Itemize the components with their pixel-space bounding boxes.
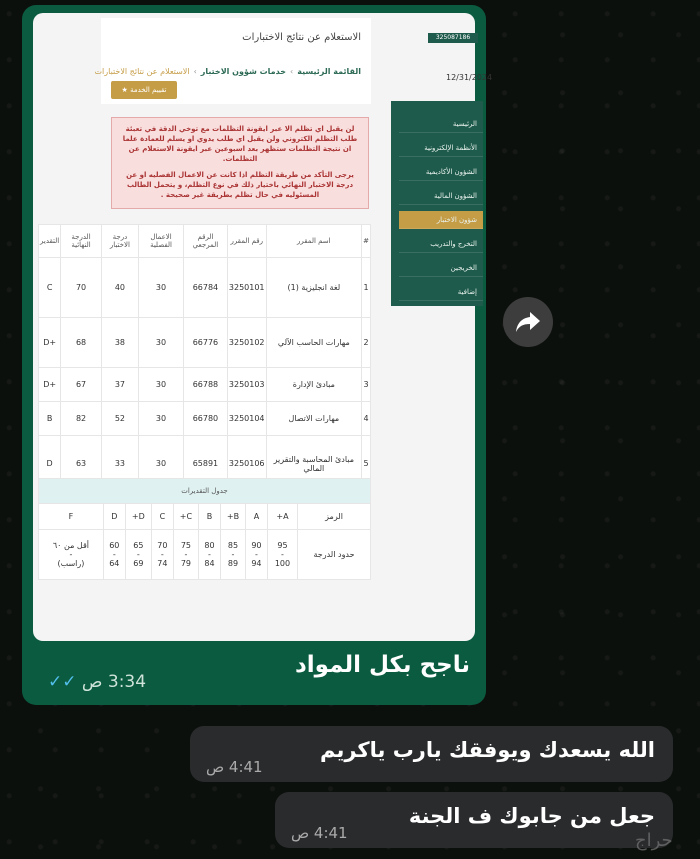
results-cell: +D: [39, 368, 61, 402]
grade-dash: -: [136, 550, 140, 559]
grade-dash: -: [208, 550, 211, 559]
rate-service-button[interactable]: [111, 81, 177, 99]
results-cell: 1: [362, 258, 371, 318]
grade-dash: -: [69, 550, 73, 559]
results-cell: 66788: [183, 368, 227, 402]
results-header-cell: درجة الاختبار: [101, 225, 138, 258]
side-menu-item[interactable]: الخريجين: [399, 259, 483, 277]
forward-button[interactable]: [503, 297, 553, 347]
results-cell: 30: [139, 318, 184, 368]
results-cell: 82: [61, 402, 102, 436]
results-cell: مبادئ المحاسبة والتقرير المالي: [266, 436, 362, 492]
results-header-cell: الاعمال الفصلية: [139, 225, 184, 258]
side-menu-item[interactable]: إضافية: [399, 283, 483, 301]
side-menu-item[interactable]: الشؤون الأكاديمية: [399, 163, 483, 181]
breadcrumb-current: الاستعلام عن نتائج الاختبارات: [94, 67, 190, 76]
breadcrumb-home[interactable]: القائمة الرئيسية: [297, 67, 361, 76]
table-row: [39, 258, 371, 318]
results-cell: 66784: [183, 258, 227, 318]
grade-max: 79: [180, 559, 192, 568]
grade-dash: -: [254, 550, 258, 559]
side-menu-item[interactable]: التخرج والتدريب: [399, 235, 483, 253]
side-menu-item[interactable]: الرئيسية: [399, 115, 483, 133]
grade-cell: D: [103, 504, 125, 530]
results-cell: 52: [101, 402, 138, 436]
grade-max: 100: [274, 559, 291, 568]
results-cell: 63: [61, 436, 102, 492]
results-cell: 66780: [183, 402, 227, 436]
page-title: الاستعلام عن نتائج الاختبارات: [242, 32, 361, 43]
results-cell: 66776: [183, 318, 227, 368]
results-cell: B: [39, 402, 61, 436]
grade-dash: -: [112, 550, 116, 559]
breadcrumb-exams[interactable]: خدمات شؤون الاختبار: [200, 67, 287, 76]
results-cell: C: [39, 258, 61, 318]
grade-max: 74: [157, 559, 168, 568]
grade-cell: [173, 530, 198, 580]
forward-arrow-icon: [515, 311, 541, 333]
grade-min: 70: [157, 541, 168, 550]
results-cell: 5: [362, 436, 371, 492]
grade-cell: [246, 530, 268, 580]
results-header-cell: #: [362, 225, 371, 258]
table-row: [39, 368, 371, 402]
grade-cell: الرمز: [298, 504, 371, 530]
results-cell: 67: [61, 368, 102, 402]
results-cell: 30: [139, 258, 184, 318]
results-cell: لغة انجليزية (1): [266, 258, 362, 318]
results-cell: 3250104: [227, 402, 266, 436]
grade-cell: C+: [173, 504, 198, 530]
complaint-alert: [111, 117, 369, 209]
grade-min: 95: [277, 541, 288, 550]
results-cell: مهارات الاتصال: [266, 402, 362, 436]
grade-cell: [267, 530, 297, 580]
results-table: [38, 224, 371, 492]
grade-min: 90: [251, 541, 262, 550]
grade-cell: D+: [125, 504, 151, 530]
outgoing-time: [42, 672, 146, 692]
grade-cell: F: [39, 504, 104, 530]
grade-min: 75: [180, 541, 192, 550]
results-cell: 33: [101, 436, 138, 492]
outgoing-message-bubble[interactable]: [22, 5, 493, 705]
grade-min: 65: [133, 541, 144, 550]
results-header-cell: اسم المقرر: [266, 225, 362, 258]
grade-cell: [151, 530, 173, 580]
grade-dash: -: [184, 550, 188, 559]
outgoing-time-text: 3:34 ص: [81, 672, 147, 692]
haraj-watermark: حراج: [635, 830, 673, 851]
results-cell: 30: [139, 368, 184, 402]
table-row: [39, 318, 371, 368]
results-cell: 3250101: [227, 258, 266, 318]
portal-panel: [94, 18, 371, 104]
student-id-badge: 325087186: [428, 33, 478, 43]
incoming-time-2: 4:41 ص: [291, 824, 348, 842]
grade-max: 69: [133, 559, 144, 568]
rate-service-label: تقييم الخدمة: [130, 86, 167, 94]
results-cell: 37: [101, 368, 138, 402]
attached-screenshot[interactable]: [33, 13, 493, 641]
incoming-text-1: الله يسعدك ويوفقك يارب ياكريم: [319, 738, 655, 762]
results-cell: 2: [362, 318, 371, 368]
grade-cell: A: [246, 504, 268, 530]
results-header-cell: الرقم المرجعي: [183, 225, 227, 258]
side-menu-item[interactable]: الأنظمة الإلكترونية: [399, 139, 483, 157]
portal-side-menu: [391, 101, 483, 306]
results-cell: 3: [362, 368, 371, 402]
results-cell: +D: [39, 318, 61, 368]
grade-min: 60: [109, 541, 120, 550]
results-cell: D: [39, 436, 61, 492]
results-cell: 3250102: [227, 318, 266, 368]
alert-line-1: لن يقبل اي تظلم الا عبر ايقونة التظلمات مع توخي الدقة في تعبئة طلب التظلم الكتروني ولن يقبل اي طلب يدوي او يسلم للعمادة علما ان نتيجة التظلمات ستظهر بعد اسبوعين عبر ايقونة الاستعلام عن التظلمات.: [122, 125, 358, 163]
results-cell: مهارات الحاسب الآلي: [266, 318, 362, 368]
incoming-message-2[interactable]: [275, 792, 673, 848]
grade-cell: B+: [220, 504, 245, 530]
star-icon: ★: [121, 86, 131, 94]
grade-cell: [103, 530, 125, 580]
grade-cell: [125, 530, 151, 580]
alert-line-2: يرجى التأكد من طريقة التظلم اذا كانت عن الاعمال الفصليه او عن درجة الاختبار النهائي باختيار ذلك في نوع التظلم، و يتحمل الطالب المسئوليه في حال تظلم بطريقة غير صحيحة .: [126, 171, 354, 199]
table-row: [39, 402, 371, 436]
portal-date: 12/31/2024: [446, 73, 493, 82]
breadcrumb: القائمة الرئيسية›خدمات شؤون الاختبار›الاستعلام عن نتائج الاختبارات: [94, 67, 361, 76]
grade-max: 84: [204, 559, 215, 568]
results-cell: 3250106: [227, 436, 266, 492]
grade-cell: [39, 530, 104, 580]
grade-cell: A+: [267, 504, 297, 530]
results-cell: 40: [101, 258, 138, 318]
grade-max: (راسب): [57, 559, 85, 568]
results-cell: 30: [139, 436, 184, 492]
grade-dash: -: [160, 550, 164, 559]
message-caption: ناجح بكل المواد: [294, 652, 470, 678]
results-cell: 30: [139, 402, 184, 436]
results-cell: 3250103: [227, 368, 266, 402]
results-cell: 65891: [183, 436, 227, 492]
grades-table-title: جدول التقديرات: [39, 479, 371, 504]
grade-max: 64: [109, 559, 120, 568]
grade-min: 85: [227, 541, 239, 550]
results-header-cell: التقدير: [39, 225, 61, 258]
grade-dash: -: [231, 550, 235, 559]
double-check-icon: ✓✓: [48, 672, 77, 692]
grades-table: [38, 478, 371, 580]
results-cell: 68: [61, 318, 102, 368]
grade-cell: C: [151, 504, 173, 530]
grade-cell: [220, 530, 245, 580]
grade-max: 89: [227, 559, 239, 568]
grade-dash: -: [281, 550, 284, 559]
grade-cell: [199, 530, 221, 580]
results-header-cell: الدرجة النهائية: [61, 225, 102, 258]
incoming-text-2: جعل من جابوك ف الجنة: [408, 804, 655, 828]
results-header-cell: رقم المقرر: [227, 225, 266, 258]
grade-cell: B: [199, 504, 221, 530]
results-cell: 38: [101, 318, 138, 368]
results-cell: 4: [362, 402, 371, 436]
results-cell: مبادئ الإدارة: [266, 368, 362, 402]
incoming-time-1: 4:41 ص: [206, 758, 263, 776]
grade-cell: حدود الدرجة: [298, 530, 371, 580]
results-cell: 70: [61, 258, 102, 318]
side-menu-item[interactable]: الشؤون المالية: [399, 187, 483, 205]
incoming-message-1[interactable]: [190, 726, 673, 782]
grade-min: أقل من ٦٠: [52, 541, 90, 550]
grade-min: 80: [204, 541, 215, 550]
side-menu-item[interactable]: شؤون الاختبار: [399, 211, 483, 229]
grade-max: 94: [251, 559, 262, 568]
